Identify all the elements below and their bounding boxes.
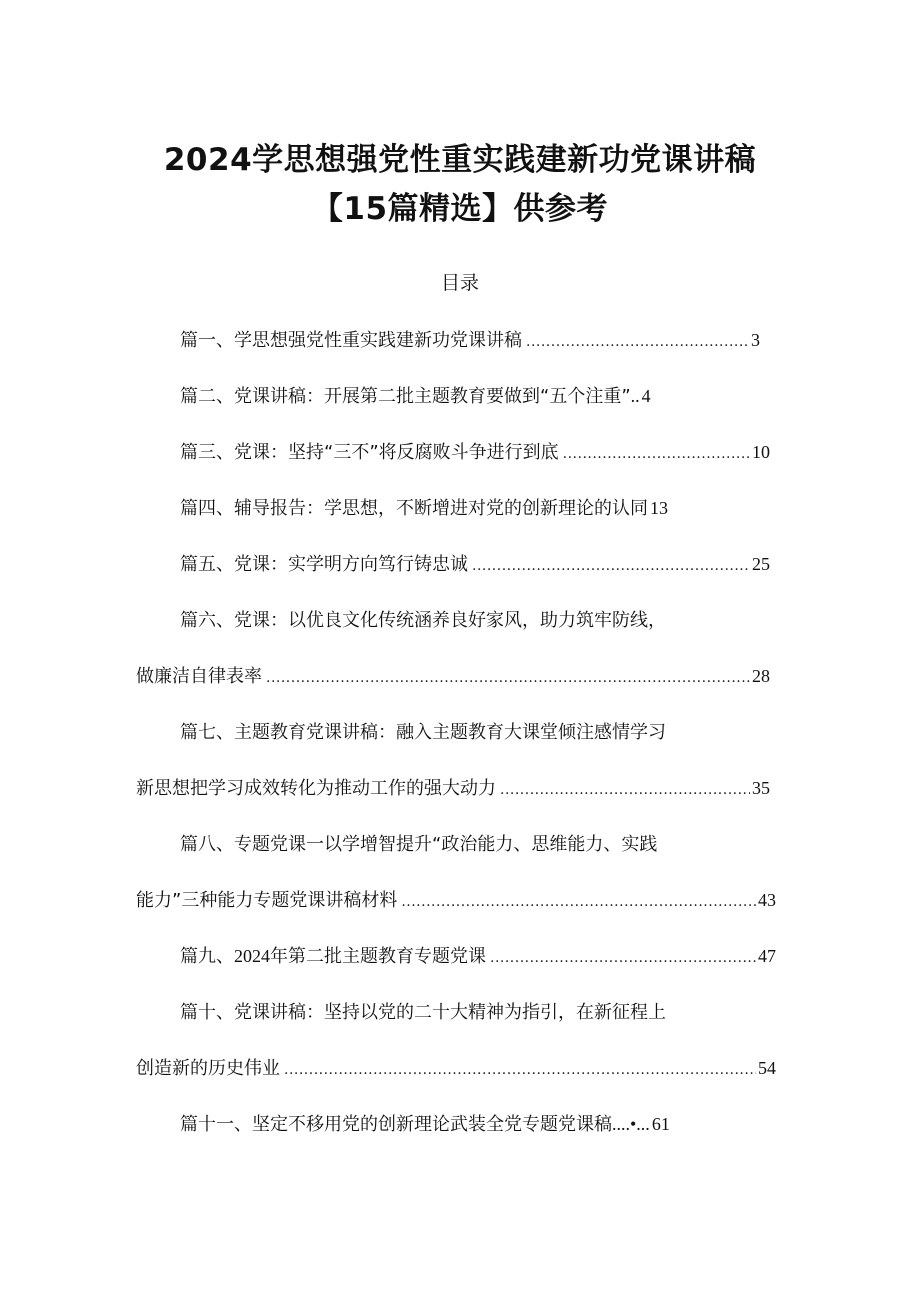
toc-entry-8-line-1[interactable] [180,830,740,858]
toc-dot-leader [401,894,756,910]
toc-entry-5[interactable] [180,550,770,578]
toc-page-number: 28 [752,666,770,686]
toc-page-number: 10 [752,442,770,462]
toc-entry-6-line-2[interactable] [136,662,770,690]
toc-entry-prefix: 篇九、 [180,946,234,967]
toc-entry-text: 能力”三种能力专题党课讲稿材料 [136,890,398,911]
toc-entry-text: 篇六、党课：以优良文化传统涵养良好家风，助力筑牢防线， [180,610,666,631]
toc-entry-11[interactable] [180,1110,740,1138]
toc-entry-7-line-1[interactable] [180,718,740,746]
toc-entry-text: 篇四、辅导报告：学思想，不断增进对党的创新理论的认同 [180,498,648,519]
toc-entry-3[interactable] [180,438,770,466]
toc-entry-text: 篇七、主题教育党课讲稿：融入主题教育大课堂倾注感情学习 [180,722,666,743]
toc-page-number: 4 [641,386,651,406]
toc-entry-text: 做廉洁自律表率 [136,666,262,687]
toc-entry-year: 2024 [234,946,270,966]
toc-entry-9[interactable] [180,942,776,970]
toc-dot-leader [266,670,750,686]
toc-page-number: 47 [758,946,776,966]
toc-entry-10-line-1[interactable] [180,998,740,1026]
toc-entry-text: 篇八、专题党课一以学增智提升“政治能力、思维能力、实践 [180,834,658,855]
toc-page-number: 25 [752,554,770,574]
toc-entry-text: 新思想把学习成效转化为推动工作的强大动力 [136,778,496,799]
toc-dot-tail: .. [630,386,640,406]
toc-entry-text: 篇二、党课讲稿：开展第二批主题教育要做到“五个注重” [180,386,631,407]
toc-dot-leader [284,1062,756,1078]
toc-entry-10-line-2[interactable] [136,1054,776,1082]
toc-dot-leader [500,782,750,798]
toc-entry-7-line-2[interactable] [136,774,770,802]
toc-entry-text: 创造新的历史伟业 [136,1058,280,1079]
toc-entry-text: 篇十、党课讲稿：坚持以党的二十大精神为指引，在新征程上 [180,1002,666,1023]
toc-entry-1[interactable] [180,326,760,354]
toc-page-number: 54 [758,1058,776,1078]
toc-entry-text: 篇三、党课：坚持“三不”将反腐败斗争进行到底 [180,442,559,463]
toc-entry-6-line-1[interactable] [180,606,740,634]
document-title-line-1: 2024学思想强党性重实践建新功党课讲稿 [163,142,757,178]
toc-dot-tail: ....•... [612,1114,650,1134]
toc-entry-4[interactable] [180,494,740,522]
toc-dot-leader [490,950,756,966]
toc-entry-text: 年第二批主题教育专题党课 [270,946,486,967]
toc-entry-8-line-2[interactable] [136,886,776,914]
toc-entry-text: 篇一、学思想强党性重实践建新功党课讲稿 [180,330,522,351]
toc-entry-text: 篇十一、坚定不移用党的创新理论武装全党专题党课稿 [180,1114,612,1135]
toc-dot-leader [472,558,750,574]
document-title-line-2: 【15篇精选】供参考 [311,191,609,227]
toc-page-number: 43 [758,890,776,910]
toc-entry-2[interactable] [180,382,760,410]
toc-dot-leader [526,334,749,350]
toc-page-number: 13 [650,498,668,518]
toc-entry-text: 篇五、党课：实学明方向笃行铸忠诚 [180,554,468,575]
toc-page-number: 61 [651,1114,670,1134]
toc-page-number: 3 [751,330,760,350]
toc-page-number: 35 [752,778,770,798]
toc-dot-leader [563,446,750,462]
toc-heading: 目录 [440,272,479,294]
